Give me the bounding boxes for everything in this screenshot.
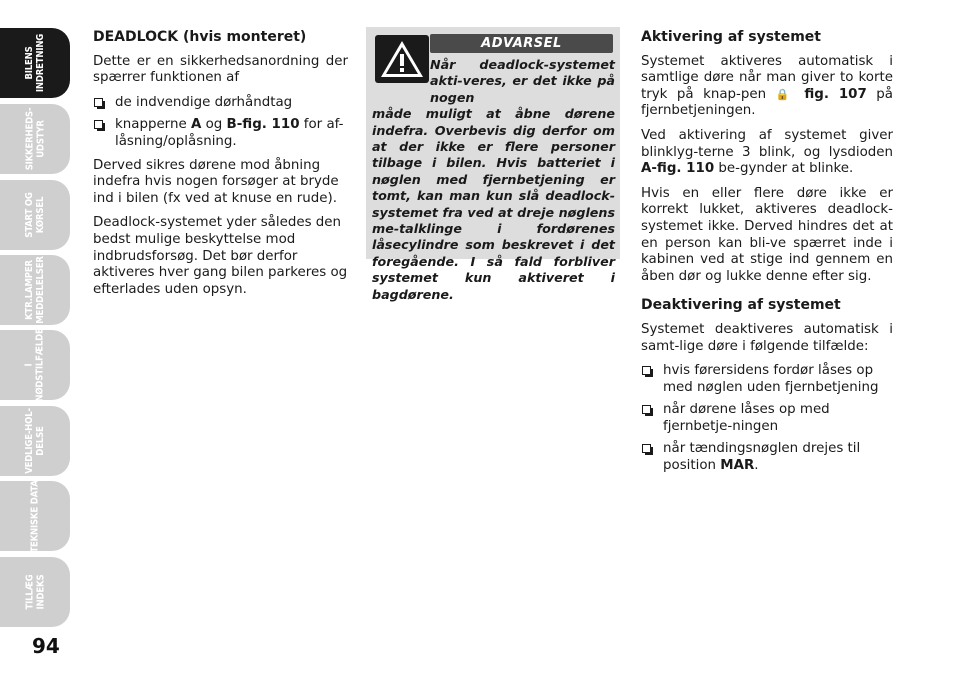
paragraph: Deadlock-systemet yder således den bedst mulige beskyttelse mod indbrudsforsøg. Det bør derfor aktiveres hver gang bilen parkeres og efterlades uden opsyn.: [93, 215, 348, 297]
tab-label: START OG KØRSEL: [23, 192, 46, 238]
checkbox-bullet-icon: [94, 98, 103, 107]
warning-box: [366, 27, 620, 302]
paragraph: Hvis en eller flere døre ikke er korrekt lukket, aktiveres deadlock-systemet ikke. Derved hindres det at en person kan bli-ve spærret inde i kabinen ved at stige ind gennem en åben dør og lukke denne efter sig.: [641, 185, 893, 284]
left-column: [93, 29, 348, 306]
right-column: [641, 29, 893, 482]
tab-label: TEKNISKE DATA: [29, 479, 41, 553]
locked-functions-list: [93, 95, 348, 151]
paragraph: Derved sikres dørene mod åbning indefra hvis nogen forsøger at bryde ind i bilen (fx ved at knuse en rude).: [93, 157, 339, 206]
checkbox-bullet-icon: [642, 366, 651, 375]
list-item: når dørene låses op med fjernbetje-ningen: [641, 402, 893, 435]
deactivation-heading: Deaktivering af systemet: [641, 297, 841, 314]
tab-tekniske-data[interactable]: [0, 481, 70, 551]
paragraph: Systemet aktiveres automatisk i samtlige døre når man giver to korte tryk på knap-pen 🔒 fig. 107 på fjernbetjeningen.: [641, 53, 893, 119]
tab-label: KTR.LAMPER MEDDELELSER: [24, 256, 46, 324]
list-item: hvis førersidens fordør låses op med nøglen uden fjernbetjening: [641, 363, 893, 396]
warning-text: Når deadlock-systemet akti-veres, er det ikke på nogen måde muligt at åbne dørene indefra. Overbevis dig derfor om at der ikke er flere personer tilbage i bilen. Hvis batteriet i nøglen med fjernbetjening er tomt, kan man kun slå deadlock-systemet fra ved at dreje nøglens me-talklinge i fordørenes låsecylindre som beskrevet i det foregående. I så fald forbliver systemet kun aktiveret i bagdørene.: [372, 57, 615, 302]
list-item: knapperne A og B-fig. 110 for af-låsning/oplåsning.: [93, 117, 348, 150]
activation-heading: Aktivering af systemet: [641, 29, 821, 45]
tab-tillaeg-indeks[interactable]: [0, 557, 70, 627]
warning-title-bar: [430, 34, 613, 53]
deactivation-list: [641, 363, 893, 475]
tab-label: I NØDSTILFÆLDE: [24, 328, 47, 402]
checkbox-bullet-icon: [94, 120, 103, 129]
checkbox-bullet-icon: [642, 405, 651, 414]
tab-label: SIKKERHEDS- UDSTYR: [23, 107, 46, 171]
checkbox-bullet-icon: [642, 444, 651, 453]
tab-ktr-lamper[interactable]: [0, 255, 70, 325]
tab-label: VEDLIGE-HOL- DELSE: [24, 408, 46, 474]
warning-title: ADVARSEL: [481, 36, 562, 51]
deadlock-heading: DEADLOCK (hvis monteret): [93, 29, 307, 45]
list-item: de indvendige dørhåndtag: [93, 95, 348, 112]
tab-nodstilfaelde[interactable]: [0, 330, 70, 400]
list-item: når tændingsnøglen drejes til position MAR.: [641, 441, 893, 474]
tab-start-og-korsel[interactable]: [0, 180, 70, 250]
tab-bilens-indretning[interactable]: [0, 28, 70, 98]
tab-label: TILLÆG INDEKS: [24, 574, 46, 610]
tab-vedligeholdelse[interactable]: [0, 406, 70, 476]
tab-label: BILENS INDRETNING: [24, 33, 46, 93]
lock-icon: 🔒: [775, 87, 795, 101]
intro-paragraph: Dette er en sikkerhedsanordning der spærrer funktionen af: [93, 53, 348, 86]
paragraph: Ved aktivering af systemet giver blinklyg-terne 3 blink, og lysdioden A-fig. 110 be-gynder at blinke.: [641, 127, 893, 177]
tab-sikkerhedsudstyr[interactable]: [0, 104, 70, 174]
page-number: 94: [32, 634, 60, 658]
paragraph: Systemet deaktiveres automatisk i samt-lige døre i følgende tilfælde:: [641, 321, 893, 354]
